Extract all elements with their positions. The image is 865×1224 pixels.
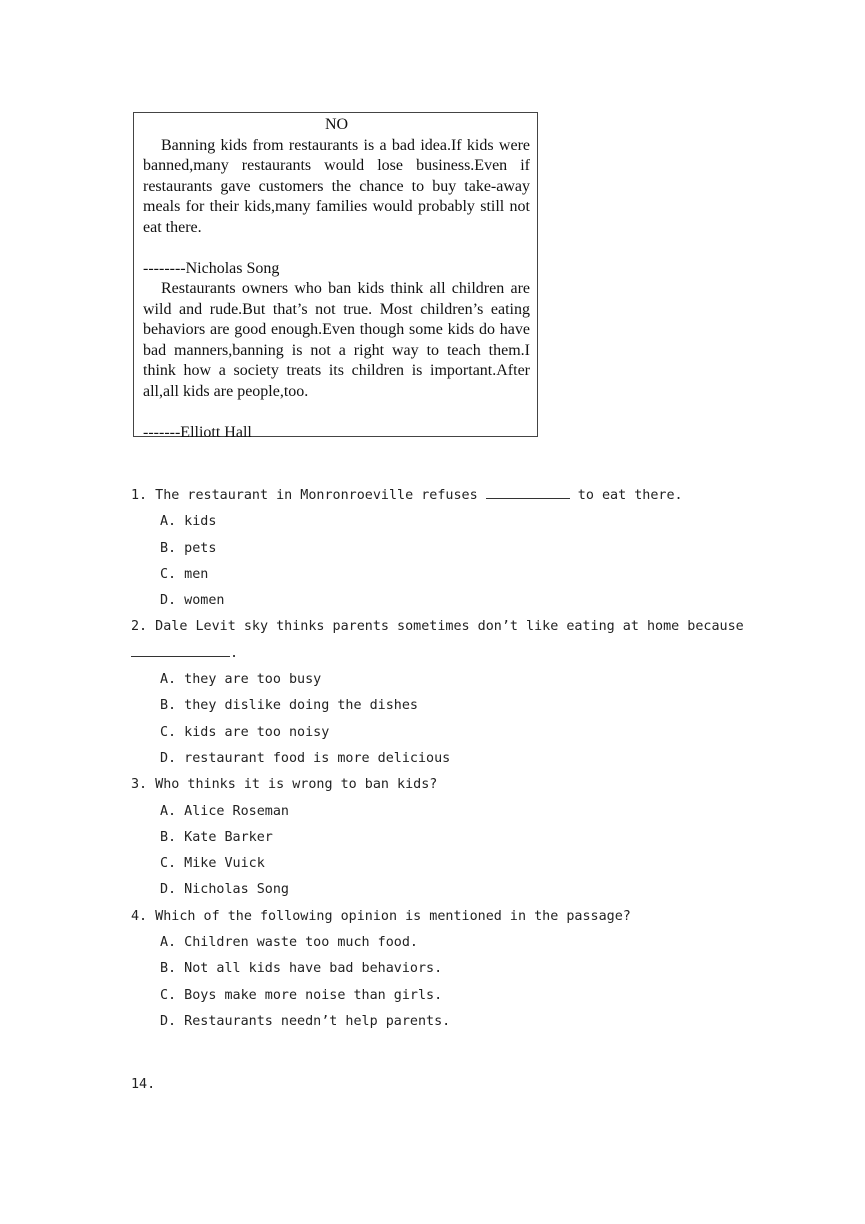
question-1-option-b: B. pets (160, 540, 217, 556)
question-1-stem-before: 1. The restaurant in Monronroeville refuses (131, 488, 486, 503)
opinion-2-author: -------Elliott Hall (143, 423, 252, 441)
question-1-stem-after: to eat there. (569, 488, 683, 503)
question-4-stem: 4. Which of the following opinion is mentioned in the passage? (131, 908, 631, 924)
passage-title: NO (324, 116, 349, 133)
opinion-1-text: Banning kids from restaurants is a bad idea.If kids were banned,many restaurants would lose business.Even if restaurants gave customers the chance to buy take-away meals for their kids,many families would probably still not eat there. (143, 136, 530, 236)
question-3-stem: 3. Who thinks it is wrong to ban kids? (131, 777, 438, 793)
question-2-stem-line2 (131, 641, 741, 667)
question-2-option-d: D. restaurant food is more delicious (160, 750, 451, 766)
question-2-option-c: C. kids are too noisy (160, 724, 330, 740)
opinion-2-text: Restaurants owners who ban kids think all children are wild and rude.But that’s not true. Most children’s eating behaviors are good enough.Even though some kids do have bad manners,banning is not a right way to teach them.I think how a society treats its children is important.After all,all kids are people,too. (143, 280, 530, 400)
question-2-stem: 2. Dale Levit sky thinks parents sometimes don’t like eating at home because (131, 619, 744, 635)
question-3-option-a: A. Alice Roseman (160, 803, 289, 819)
question-1-option-a: A. kids (160, 514, 217, 530)
question-1-option-c: C. men (160, 566, 209, 582)
question-2-stem-end: . (230, 645, 239, 661)
question-1-option-d: D. women (160, 593, 225, 609)
question-4-option-c: C. Boys make more noise than girls. (160, 987, 443, 1003)
passage-box (133, 112, 538, 441)
question-3-option-c: C. Mike Vuick (160, 856, 265, 872)
answer-blank (486, 483, 570, 499)
question-list (131, 483, 744, 1035)
question-3-option-d: D. Nicholas Song (160, 882, 289, 898)
question-1-stem (131, 483, 741, 509)
question-4-option-a: A. Children waste too much food. (160, 935, 418, 951)
question-2-option-b: B. they dislike doing the dishes (160, 698, 418, 714)
answer-blank (131, 641, 230, 657)
question-4-option-b: B. Not all kids have bad behaviors. (160, 961, 443, 977)
question-3-option-b: B. Kate Barker (160, 829, 273, 845)
spacer (143, 238, 530, 259)
spacer (143, 402, 530, 423)
page-section-number: 14. (131, 1077, 156, 1092)
opinion-1-author: --------Nicholas Song (143, 259, 280, 277)
question-2-option-a: A. they are too busy (160, 672, 322, 688)
question-4-option-d: D. Restaurants needn’t help parents. (160, 1013, 451, 1029)
